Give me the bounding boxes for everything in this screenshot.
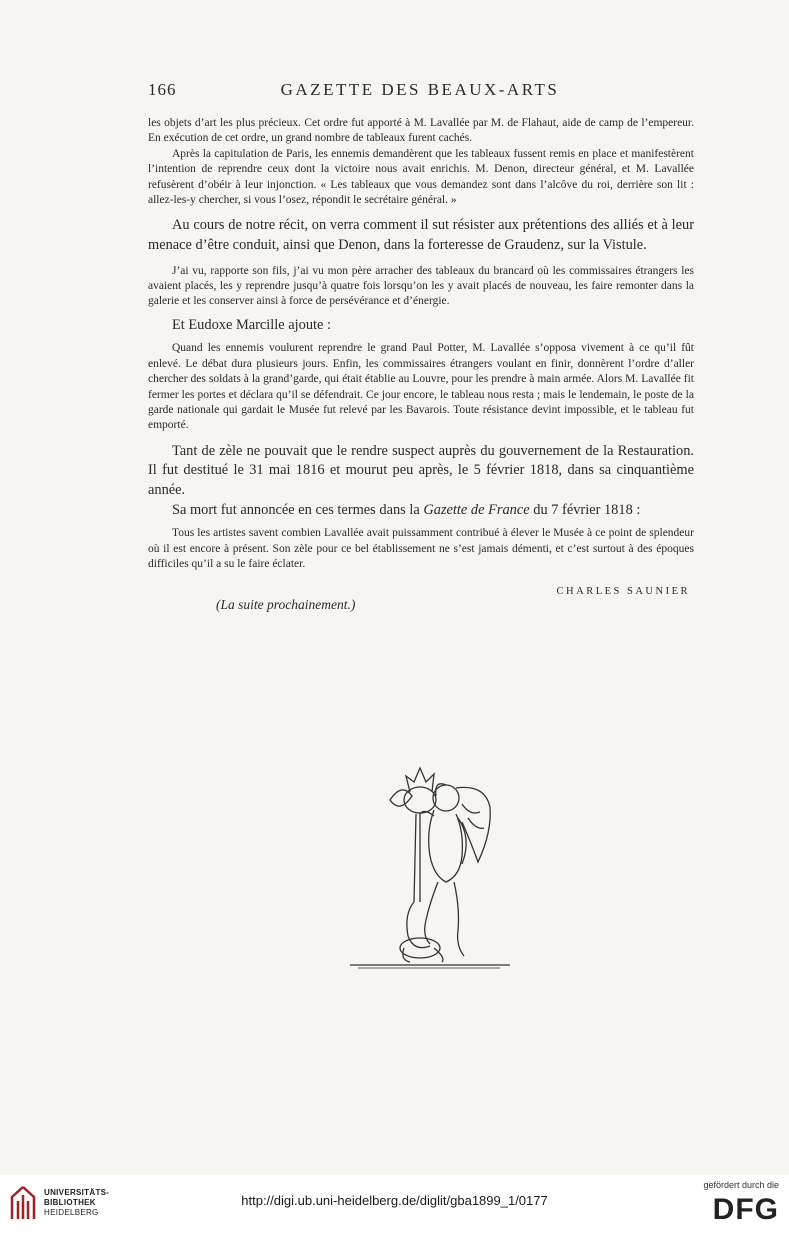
- paragraph-8: [148, 501, 694, 521]
- paragraph-5: Et Eudoxe Marcille ajoute :: [172, 316, 332, 333]
- permalink-url[interactable]: http://digi.ub.uni-heidelberg.de/diglit/gba1899_1/0177: [241, 1193, 548, 1208]
- library-name-line-3: HEIDELBERG: [44, 1208, 99, 1217]
- funder-note: gefördert durch die: [703, 1180, 779, 1190]
- running-title: GAZETTE DES BEAUX-ARTS: [280, 80, 560, 99]
- paragraph-1: les objets d’art les plus précieux. Cet ordre fut apporté à M. Lavallée par M. de Flahaut, aide de camp de l’empereur. En exécution de cet ordre, un grand nombre de tableaux furent cachés.: [148, 117, 694, 145]
- digitization-footer: [0, 1175, 789, 1233]
- paragraph-7: Tant de zèle ne pouvait que le rendre suspect auprès du gouvernement de la Restauration. Il fut destitué le 31 mai 1816 et mourut peu après, le 5 février 1818, dans sa cinquantième année.: [148, 442, 694, 499]
- library-name-line-2: BIBLIOTHEK: [44, 1198, 96, 1207]
- page-number: 166: [148, 80, 177, 99]
- continuation-note: (La suite prochainement.): [216, 597, 356, 613]
- gazette-title: Gazette de France: [423, 501, 530, 518]
- paragraph-9: Tous les artistes savent combien Lavallée avait puissamment contribué à élever le Musée à ce point de splendeur où il est encore à présent. Son zèle pour ce bel établissement ne s’est jamais démenti, et c’est surtout à des époques difficiles qu’il a su le faire éclater.: [148, 527, 694, 571]
- author-signature: CHARLES SAUNIER: [556, 586, 690, 598]
- paragraph-8-tail: du 7 février 1818 :: [529, 501, 641, 518]
- dfg-logo: DFG: [712, 1193, 779, 1226]
- paragraph-2: Après la capitulation de Paris, les ennemis demandèrent que les tableaux fussent remis en place et manifestèrent l’intention de reprendre ceux dont la victoire nous avait enrichis. M. Denon, directeur général, et M. Lavallée refusèrent d’obéir à leur injonction. « Les tableaux que vous demandez sont dans l’alcôve du roi, derrière son lit : allez-les-y chercher, si vous l’osez, répondit le secrétaire général. »: [148, 147, 694, 207]
- article-body: [148, 116, 694, 613]
- cupid-vignette-illustration: [350, 752, 510, 974]
- library-name-line-1: UNIVERSITÄTS-: [44, 1188, 110, 1197]
- paragraph-8-lead: Sa mort fut annoncée en ces termes dans la: [172, 501, 424, 518]
- paragraph-4: J’ai vu, rapporte son fils, j’ai vu mon père arracher des tableaux du brancard où les commissaires étrangers les avaient placés, les y reprendre jusqu’à quatre fois lorsqu’on les y avait placés de nouveau, les faire remonter dans la galerie et les conserver ainsi à force de persévérance et d’énergie.: [148, 264, 694, 308]
- paragraph-3: Au cours de notre récit, on verra comment il sut résister aux prétentions des alliés et à leur menace d’être conduit, ainsi que Denon, dans la forteresse de Graudenz, sur la Vistule.: [148, 217, 694, 254]
- page-header: [148, 80, 692, 104]
- paragraph-6: Quand les ennemis voulurent reprendre le grand Paul Potter, M. Lavallée s’opposa vivement à ce qu’il fût enlevé. Le débat dura plusieurs jours. Enfin, les commissaires étrangers voulant en finir, donnèrent l’ordre d’aller chercher des soldats à la grand’garde, qui était établie au Louvre, pour les prendre à main armée. Alors M. Lavallée fit fermer les portes et déclara qu’il se défendrait. Ce jour encore, le tableau nous resta ; mais le lendemain, le poste de la garde nationale qui gardait le Musée fut relevé par les Bavarois. Toute résistance devint impossible, et le tableau fut emporté.: [148, 342, 694, 432]
